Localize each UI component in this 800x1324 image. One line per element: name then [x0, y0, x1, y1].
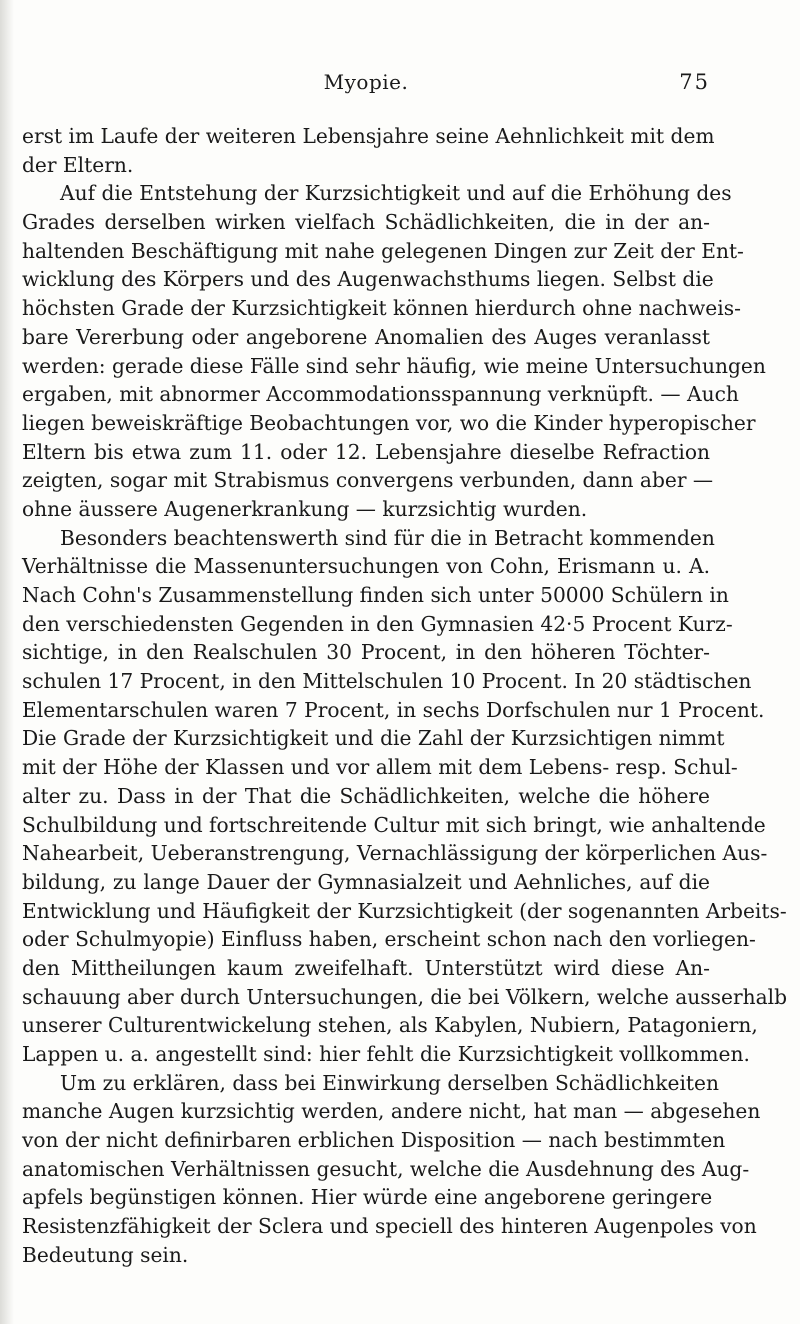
text-line: Schulbildung und fortschreitende Cultur mit sich bringt, wie anhaltende — [22, 812, 766, 837]
text-line: unserer Culturentwickelung stehen, als Kabylen, Nubiern, Patagoniern, — [22, 1013, 758, 1038]
binding-shadow — [0, 0, 14, 1324]
text-line: bare Vererbung oder angeborene Anomalien des Auges veranlasst — [22, 324, 710, 349]
text-line: Eltern bis etwa zum 11. oder 12. Lebensjahre dieselbe Refraction — [22, 439, 710, 464]
text-line: den Mittheilungen kaum zweifelhaft. Unterstützt wird diese An- — [22, 955, 710, 980]
running-title: Myopie. — [323, 70, 409, 94]
text-line: wicklung des Körpers und des Augenwachsthums liegen. Selbst die — [22, 267, 714, 292]
page-number: 75 — [679, 70, 710, 94]
text-line: Die Grade der Kurzsichtigkeit und die Zahl der Kurzsichtigen nimmt — [22, 726, 725, 751]
paragraph-start-line: Auf die Entstehung der Kurzsichtigkeit und auf die Erhöhung des — [60, 181, 732, 206]
text-line: den verschiedensten Gegenden in den Gymnasien 42·5 Procent Kurz- — [22, 611, 733, 636]
text-line: werden: gerade diese Fälle sind sehr häufig, wie meine Untersuchungen — [22, 353, 766, 378]
text-line: höchsten Grade der Kurzsichtigkeit können hierdurch ohne nachweis- — [22, 296, 741, 321]
body-text — [22, 122, 788, 1270]
text-line: Elementarschulen waren 7 Procent, in sechs Dorfschulen nur 1 Procent. — [22, 697, 765, 722]
text-line: Nahearbeit, Ueberanstrengung, Vernachlässigung der körperlichen Aus- — [22, 841, 768, 866]
text-line: Nach Cohn's Zusammenstellung finden sich unter 50000 Schülern in — [22, 583, 729, 607]
text-line: der Eltern. — [22, 152, 134, 177]
text-line: von der nicht definirbaren erblichen Disposition — nach bestimmten — [22, 1128, 726, 1153]
text-line: Bedeutung sein. — [22, 1242, 189, 1267]
text-line: anatomischen Verhältnissen gesucht, welche die Ausdehnung des Aug- — [22, 1156, 750, 1181]
text-line: schauung aber durch Untersuchungen, die bei Völkern, welche ausserhalb — [22, 984, 788, 1009]
page-header — [22, 70, 710, 98]
text-line: Verhältnisse die Massenuntersuchungen von Cohn, Erismann u. A. — [22, 554, 710, 579]
text-line: ergaben, mit abnormer Accommodationsspannung verknüpft. — Auch — [22, 382, 739, 407]
text-line: apfels begünstigen können. Hier würde eine angeborene geringere — [22, 1185, 713, 1210]
text-line: Entwicklung und Häufigkeit der Kurzsichtigkeit (der sogenannten Arbeits- — [22, 898, 787, 923]
text-line: alter zu. Dass in der That die Schädlichkeiten, welche die höhere — [22, 783, 710, 808]
text-line: oder Schulmyopie) Einfluss haben, erscheint schon nach den vorliegen- — [22, 927, 756, 952]
text-line: manche Augen kurzsichtig werden, andere nicht, hat man — abgesehen — [22, 1099, 761, 1124]
text-line: bildung, zu lange Dauer der Gymnasialzeit und Aehnliches, auf die — [22, 869, 710, 894]
text-line: zeigten, sogar mit Strabismus convergens verbunden, dann aber — — [22, 468, 714, 493]
text-line: Lappen u. a. angestellt sind: hier fehlt die Kurzsichtigkeit vollkommen. — [22, 1042, 750, 1066]
text-line: mit der Höhe der Klassen und vor allem mit dem Lebens- resp. Schul- — [22, 755, 738, 780]
text-line: Grades derselben wirken vielfach Schädlichkeiten, die in der an- — [22, 210, 710, 235]
paragraph-start-line: Um zu erklären, dass bei Einwirkung derselben Schädlichkeiten — [60, 1070, 719, 1095]
text-line: erst im Laufe der weiteren Lebensjahre seine Aehnlichkeit mit dem — [22, 124, 715, 148]
text-line: sichtige, in den Realschulen 30 Procent, in den höheren Töchter- — [22, 640, 710, 665]
paragraph-start-line: Besonders beachtenswerth sind für die in Betracht kommenden — [60, 525, 715, 550]
text-line: haltenden Beschäftigung mit nahe gelegenen Dingen zur Zeit der Ent- — [22, 238, 744, 263]
text-line: liegen beweiskräftige Beobachtungen vor, wo die Kinder hyperopischer — [22, 410, 756, 435]
text-line: schulen 17 Procent, in den Mittelschulen 10 Procent. In 20 städtischen — [22, 669, 752, 694]
text-line: Resistenzfähigkeit der Sclera und speciell des hinteren Augenpoles von — [22, 1214, 757, 1239]
text-line: ohne äussere Augenerkrankung — kurzsichtig wurden. — [22, 496, 588, 521]
